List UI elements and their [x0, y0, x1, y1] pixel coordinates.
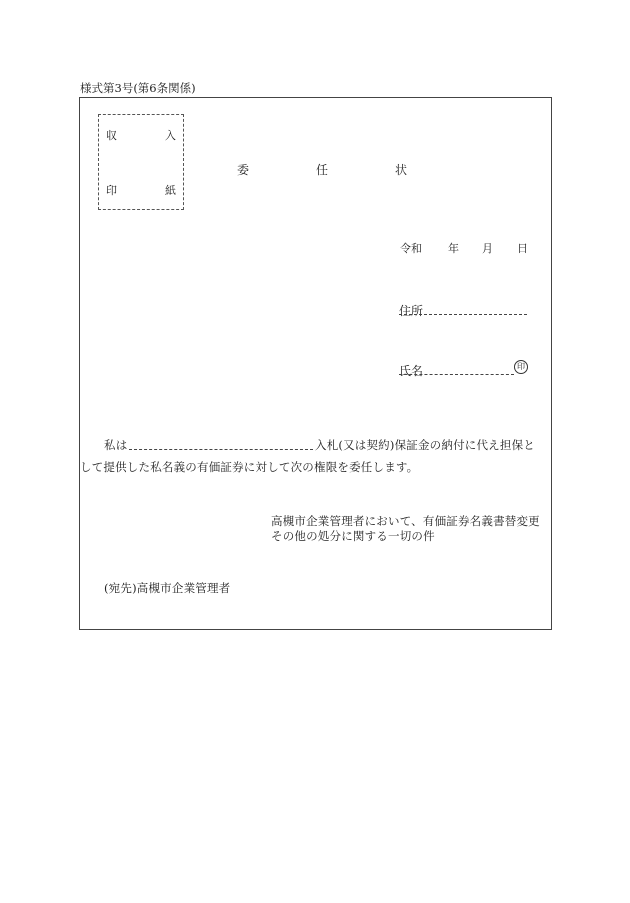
name-label: 氏名: [399, 364, 424, 378]
form-number: 様式第3号(第6条関係): [80, 81, 196, 95]
title-char-3: 状: [395, 163, 408, 177]
date-year-unit: 年: [448, 242, 459, 255]
body-prefix: 私は: [104, 438, 128, 452]
title-char-1: 委: [237, 163, 250, 177]
title-char-2: 任: [316, 163, 329, 177]
authority-line1: 高槻市企業管理者において、有価証券名義書替変更: [271, 514, 540, 528]
stamp-char-4: 紙: [165, 184, 176, 197]
address-label: 住所: [399, 304, 424, 318]
date-month-unit: 月: [482, 242, 493, 255]
principal-underline: [129, 449, 313, 450]
body-line2: して提供した私名義の有価証券に対して次の権限を委任します。: [80, 460, 419, 474]
addressee: (宛先)高槻市企業管理者: [104, 581, 231, 595]
name-underline: [399, 374, 514, 375]
stamp-char-2: 入: [165, 129, 176, 142]
date-era: 令和: [400, 242, 422, 255]
stamp-char-1: 収: [106, 129, 117, 142]
date-day-unit: 日: [517, 242, 528, 255]
body-line1-suffix: 入札(又は契約)保証金の納付に代え担保と: [315, 438, 535, 452]
address-underline: [399, 314, 527, 315]
stamp-char-3: 印: [106, 184, 117, 197]
seal-mark: 印: [514, 360, 528, 374]
authority-line2: その他の処分に関する一切の件: [271, 529, 435, 543]
